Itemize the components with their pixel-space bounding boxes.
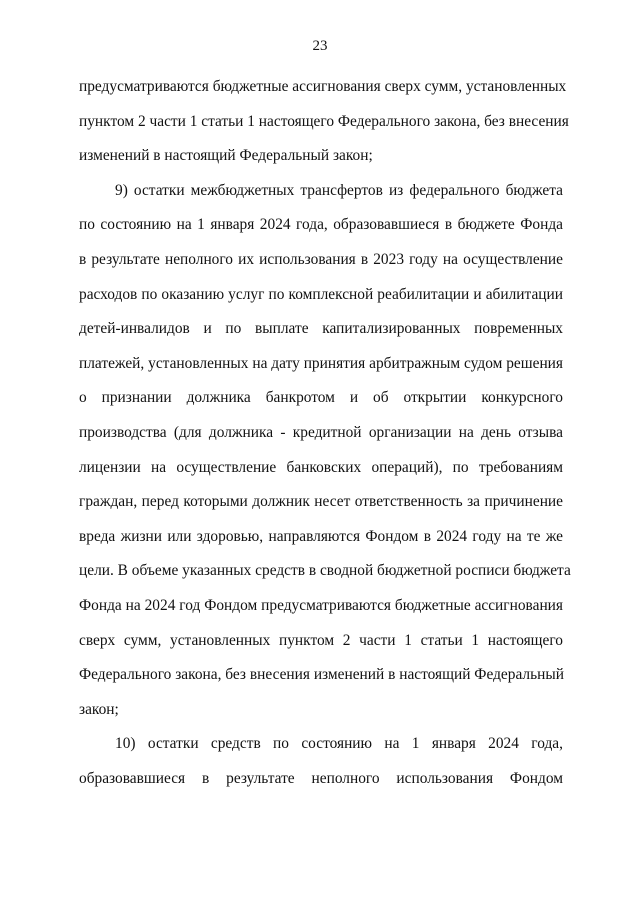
text-line: лицензии на осуществление банковских операций), по требованиям xyxy=(79,458,563,476)
paragraph-item-9 xyxy=(79,174,571,728)
text-line: сверх сумм, установленных пунктом 2 части 1 статьи 1 настоящего xyxy=(79,631,563,649)
text-line: вреда жизни или здоровью, направляются Фондом в 2024 году на те же xyxy=(79,527,563,545)
paragraph-continuation xyxy=(79,70,569,174)
text-line: пунктом 2 части 1 статьи 1 настоящего Федерального закона, без внесения xyxy=(79,112,569,130)
text-line: в результате неполного их использования в 2023 году на осуществление xyxy=(79,250,563,268)
text-line: изменений в настоящий Федеральный закон; xyxy=(79,147,373,165)
text-line: Фонда на 2024 год Фондом предусматриваются бюджетные ассигнования xyxy=(79,596,563,614)
text-line: 9) остатки межбюджетных трансфертов из федерального бюджета xyxy=(115,181,563,199)
text-line: 10) остатки средств по состоянию на 1 января 2024 года, xyxy=(115,735,563,753)
text-line: закон; xyxy=(79,700,119,718)
text-line: по состоянию на 1 января 2024 года, образовавшиеся в бюджете Фонда xyxy=(79,216,563,234)
text-line: цели. В объеме указанных средств в сводной бюджетной росписи бюджета xyxy=(79,562,571,580)
text-line: платежей, установленных на дату принятия арбитражным судом решения xyxy=(79,354,563,372)
text-line: Федерального закона, без внесения изменений в настоящий Федеральный xyxy=(79,666,564,684)
document-body xyxy=(79,70,571,796)
text-line: производства (для должника - кредитной организации на день отзыва xyxy=(79,423,563,441)
page-number: 23 xyxy=(312,38,328,54)
text-line: детей-инвалидов и по выплате капитализированных повременных xyxy=(79,320,563,338)
text-line: предусматриваются бюджетные ассигнования сверх сумм, установленных xyxy=(79,78,567,95)
paragraph-item-10 xyxy=(79,727,563,796)
text-line: граждан, перед которыми должник несет ответственность за причинение xyxy=(79,493,563,511)
text-line: образовавшиеся в результате неполного использования Фондом xyxy=(79,769,563,787)
text-line: о признании должника банкротом и об открытии конкурсного xyxy=(79,389,563,407)
text-line: расходов по оказанию услуг по комплексной реабилитации и абилитации xyxy=(79,285,563,303)
